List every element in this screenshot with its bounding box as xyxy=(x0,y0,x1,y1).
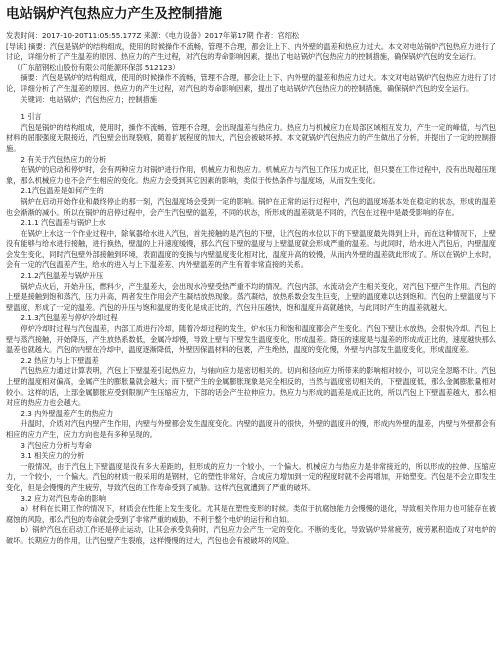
section-2-2-heading: 2.2 热应力与上下壁温差 xyxy=(20,355,99,365)
section-2-1-2-body: 锅炉点火后，开始升压，燃料少，产生温差大，会出现水冷壁受热严重不均的情况。汽包内部，水流动会产生相关变化，对汽包下壁产生作用。汽包的上壁是接触到饱和蒸汽，压力升高，两者发生作用会产生凝结放热现象。蒸汽凝结，放热系数会发生巨变，上壁的温度难以达到饱和。汽包的上壁温度与下壁温度，形成了一定的温差。汽包的升压与饱和温度的变化是成正比的，汽包升压越快，饱和温度升高就越快，与此同时产生的温差就越大。 xyxy=(6,281,496,312)
section-2-1-3-heading: 2.1.3汽包温差与停炉冷却过程 xyxy=(20,313,118,323)
section-2-1-body: 锅炉在启动开始作业和最终停止的那一刻，汽包温度场会受到一定的影响。锅炉在正常的运行过程中，汽包的温度场基本处在稳定的状态，形成的温差也会渐渐的减小。所以在锅炉的启停过程中，会产生汽包壁的温差，不同的状态，所形成的温差就是不同的，汽包在过程中是最受影响的存在。 xyxy=(6,196,496,217)
section-2-1-1-heading: 2.1.1 汽包温差与锅炉上水 xyxy=(20,218,106,228)
section-2-3-body: 升温时，介质对汽包内壁产生作用，内壁与外壁都会发生温度变化。内壁的温度升的很快，外壁的温度升的慢，形成内外壁的温差，内壁与外壁都会有相应的应力产生，应力方向也是有多种呈现的。 xyxy=(6,419,496,439)
abstract: 摘要：汽包是锅炉的结构组成，使用的时候操作不流畅，管理不合理，都会让上下、内外壁的温差和热应力过大。本文对电站锅炉汽包热应力进行了讨论，详细分析了产生温差的原因、热应力的产生过程，对汽包的寿命影响因素，提出了电站锅炉汽包热应力的控制措施，确保锅炉汽包的安全运行。 xyxy=(6,73,496,93)
section-2-1-2-heading: 2.1.2汽包温差与锅炉升压 xyxy=(20,271,104,281)
publication-meta: 发表时间：2017-10-20T11:05:55.177Z 来源：《电力设备》2017年第17期 作者：官绍松 xyxy=(6,31,300,40)
section-3-2-item-b: b）锅炉汽包在启动工作还是停止运动，让其会承受负荷时，汽包应力会产生一定的变化。不断的变化，导致锅炉异常疲劳，疲劳累积造成了对电炉的破坏。长期应力的作用，让汽包壁产生裂痕，这样慢慢的过大，汽包也会有被破坏的风险。 xyxy=(6,525,496,545)
section-1-body: 汽包是锅炉的结构组成，使用时，操作不流畅，管理不合理，会出现温差与热应力。热应力与机械应力在局部区域相互发力，产生一定的峰值，与汽包材料的屈服强度无限接近，汽包壁会出现裂痕，随着扩展程度的加大，汽包会被破坏掉。本文就锅炉汽包热应力的产生做出了分析，并提出了一定的控制措施。 xyxy=(6,122,496,153)
section-2-1-3-body: 停炉冷却时过程与汽包温差，内部工质进行冷却，随着冷却过程的发生，炉水压力和饱和温度都会产生变化。汽包下壁让水放热，会很快冷却。汽包上壁与蒸汽接触，开始降压，产生放热系数低，金属冷却慢，导致上壁与下壁发生温度变化，形成温差。降压的速度是与温差的形成成正比的，速度越快那么温差也就越大。汽包的内壁在冷却中，温度逐渐降低，外壁因保温材料的包裹，产生绝热，温度的变化慢，外壁与内部发生温度变化，形成温度差。 xyxy=(6,324,496,355)
section-2-1-heading: 2.1汽包温差是如何产生的 xyxy=(20,186,104,196)
article-title: 电站锅炉汽包热应力产生及控制措施 xyxy=(6,6,222,22)
section-3-heading: 3 汽包应力分析与寿命 xyxy=(20,440,92,450)
keywords: 关键词：电站锅炉；汽包热应力；控制措施 xyxy=(20,94,157,104)
section-3-1-body: 一般情况，由于汽包上下壁温度是没有多大差距的，但形成的应力一个较小，一个偏大。机械应力与热应力是非常接近的，所以形成的拉伸、压缩应力，一个较小，一个偏大。汽包的材质一般采用的是钢材，它的塑性非常好，合成应力增加到一定的程度时就不会再增加，开始塑变。汽包是不会立即发生变化，但是会慢慢的产生疲劳，导致汽包的工作寿命受到了威胁。这样汽包就遭到了严重的破坏。 xyxy=(6,461,496,492)
section-2-3-heading: 2.3 内外壁温差产生的热应力 xyxy=(20,408,114,418)
section-3-1-heading: 3.1 相关应力的分析 xyxy=(20,451,85,461)
lead-summary: [导读] 摘要：汽包是锅炉的结构组成，使用的时候操作不流畅，管理不合理，都会让上下、内外壁的温差和热应力过大。本文对电站锅炉汽包热应力进行了讨论，详细分析了产生温差的原因、热应力的产生过程，对汽包的寿命影响因素，提出了电站锅炉汽包热应力的控制措施，确保锅炉汽包的安全运行。 xyxy=(6,41,496,62)
section-3-2-item-a: a）材料在长期工作的情况下，材质会在性能上发生变化。尤其是在塑性变形的时候。类似于抗腐蚀能力会慢慢的退化，导致相关作用力也可能存在被腐蚀的风险，那么汽包的寿命就会受到了非常严重的威胁，不利于整个电炉的运行和自如。 xyxy=(6,504,496,524)
section-2-1-1-body: 在锅炉上水这一个作业过程中，除氧器给水进入汽包，首先接触的是汽包的下壁，让汽包的水位以下的下壁温度最先得到上升，而在这种情况下，上壁没有能够与给水进行接触，进行换热，壁温的上升速度缓慢，那么汽包下壁的温度与上壁温度就会形成严重的温差。与此同时，给水进入汽包后，内壁温度会发生变化，同时汽包壁外部接触到环境，表面温度的变换与内壁温度变化相对比，温度升高的较慢，从而内外壁的温差就此形成了。所以在锅炉上水时，会有一定的汽包温差产生，给水的进入与上下温差差、内外壁温差的产生有着非常直接的关系。 xyxy=(6,228,496,270)
section-2-heading: 2 有关于汽包热应力的分析 xyxy=(20,154,107,164)
section-2-body: 在锅炉的启动和停炉时，会有两种应力对锅炉进行作用，机械应力和热应力。机械应力与汽包工作压力成正比，但只要在工作过程中，没有出现超压现象，那么机械应力也不会产生相应的变化。热应力会受到其它因素的影响，类似于传热条件与温度场，从而发生变化。 xyxy=(6,165,496,185)
section-3-2-heading: 3.2 应力对汽包寿命的影响 xyxy=(20,493,106,503)
author-affiliation: （广东韶钢松山股份有限公司能源环保部 512123） xyxy=(13,62,180,72)
section-2-2-body: 汽包热应力通过计算表明，汽包上下壁温差引起热应力，与轴向应力是密切相关的。切向和径向应力所带来的影响相对较小，可以完全忽略不计。汽包上壁的温度相对偏高，金属产生的膨胀量就会越大；而下壁产生的金属膨胀现象是完全相反的，当然与温度密切相关的，下壁温度低，那么金属膨胀量相对较小。这样的话，上部金属膨胀应受到限制产生压缩应力，下部的话会产生拉伸应力。热应力与形成的温差是成正比的，所以汽包上下壁温差越大，那么相对应的热应力也会越大。 xyxy=(6,366,496,408)
spacer xyxy=(6,105,496,112)
section-1-heading: 1 引言 xyxy=(20,112,42,122)
